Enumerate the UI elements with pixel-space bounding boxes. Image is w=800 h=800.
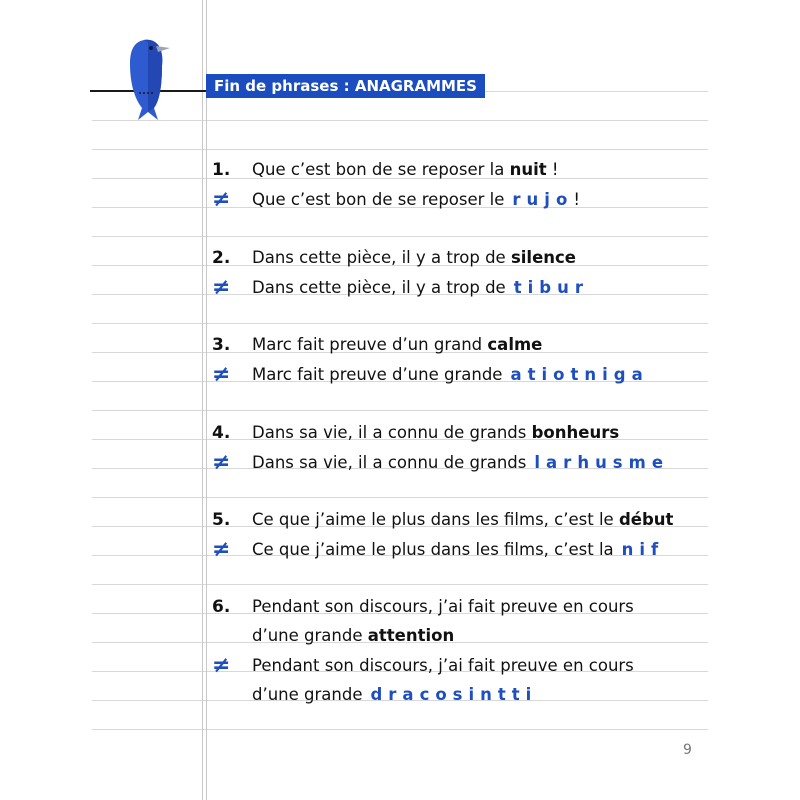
exercise-number: 4.: [212, 423, 231, 443]
sentence-text: Pendant son discours, j’ai fait preuve en cours: [252, 597, 634, 616]
margin-line: [202, 0, 203, 800]
margin-line: [206, 0, 207, 800]
not-equal-icon: ≠: [212, 653, 231, 678]
sentence-text: [252, 621, 454, 651]
keyword: attention: [367, 626, 455, 645]
sentence-body: d’une grande: [252, 626, 368, 645]
sentence-text: [252, 418, 619, 448]
exercise-number: 3.: [212, 335, 231, 355]
not-equal-icon: ≠: [212, 187, 231, 212]
ruled-line: [92, 410, 708, 411]
bird-icon: [118, 36, 178, 126]
sentence-text: [252, 243, 576, 273]
ruled-line: [92, 120, 708, 121]
keyword: début: [618, 510, 674, 529]
exercise-number: 5.: [212, 510, 231, 530]
sentence-text: [252, 330, 542, 360]
sentence-body: Dans cette pièce, il y a trop de: [252, 248, 511, 267]
ruled-line: [92, 497, 708, 498]
anagram-word: nif: [621, 540, 665, 559]
not-equal-icon: ≠: [212, 362, 231, 387]
anagram-word: larhusme: [534, 453, 670, 472]
ruled-line: [92, 236, 708, 237]
keyword: bonheurs: [531, 423, 620, 442]
anagram-word: rujo: [512, 190, 574, 209]
sentence-text: [252, 273, 589, 303]
page-title: Fin de phrases : ANAGRAMMES: [206, 74, 485, 98]
page-number: 9: [683, 742, 692, 758]
sentence-text: [252, 680, 537, 710]
sentence-body: Que c’est bon de se reposer le: [252, 190, 505, 209]
sentence-text: Pendant son discours, j’ai fait preuve en cours: [252, 656, 634, 675]
exercise-number: 6.: [212, 597, 231, 617]
sentence-text: [252, 505, 673, 535]
keyword: calme: [487, 335, 543, 354]
anagram-word: dracosintti: [370, 685, 538, 704]
sentence-body: Dans sa vie, il a connu de grands: [252, 423, 532, 442]
sentence-body: Que c’est bon de se reposer la: [252, 160, 510, 179]
sentence-body: Dans sa vie, il a connu de grands: [252, 453, 527, 472]
sentence-text: [252, 535, 664, 565]
anagram-word: tibur: [513, 278, 589, 297]
ruled-line: [92, 584, 708, 585]
sentence-body: Ce que j’aime le plus dans les films, c’est la: [252, 540, 614, 559]
exercise-number: 1.: [212, 160, 231, 180]
keyword: silence: [510, 248, 576, 267]
sentence-body: Marc fait preuve d’un grand: [252, 335, 488, 354]
not-equal-icon: ≠: [212, 275, 231, 300]
keyword: nuit: [509, 160, 547, 179]
sentence-text: [252, 185, 580, 215]
not-equal-icon: ≠: [212, 537, 231, 562]
sentence-body: Marc fait preuve d’une grande: [252, 365, 503, 384]
sentence-suffix: !: [573, 190, 580, 209]
not-equal-icon: ≠: [212, 450, 231, 475]
sentence-text: [252, 155, 559, 185]
sentence-suffix: !: [546, 160, 559, 179]
exercise-number: 2.: [212, 248, 231, 268]
sentence-body: Ce que j’aime le plus dans les films, c’est le: [252, 510, 619, 529]
sentence-body: Dans cette pièce, il y a trop de: [252, 278, 506, 297]
ruled-line: [92, 323, 708, 324]
sentence-body: d’une grande: [252, 685, 363, 704]
ruled-line: [92, 729, 708, 730]
ruled-line: [92, 149, 708, 150]
sentence-text: [252, 448, 669, 478]
sentence-text: [252, 360, 649, 390]
anagram-word: atiotniga: [510, 365, 649, 384]
